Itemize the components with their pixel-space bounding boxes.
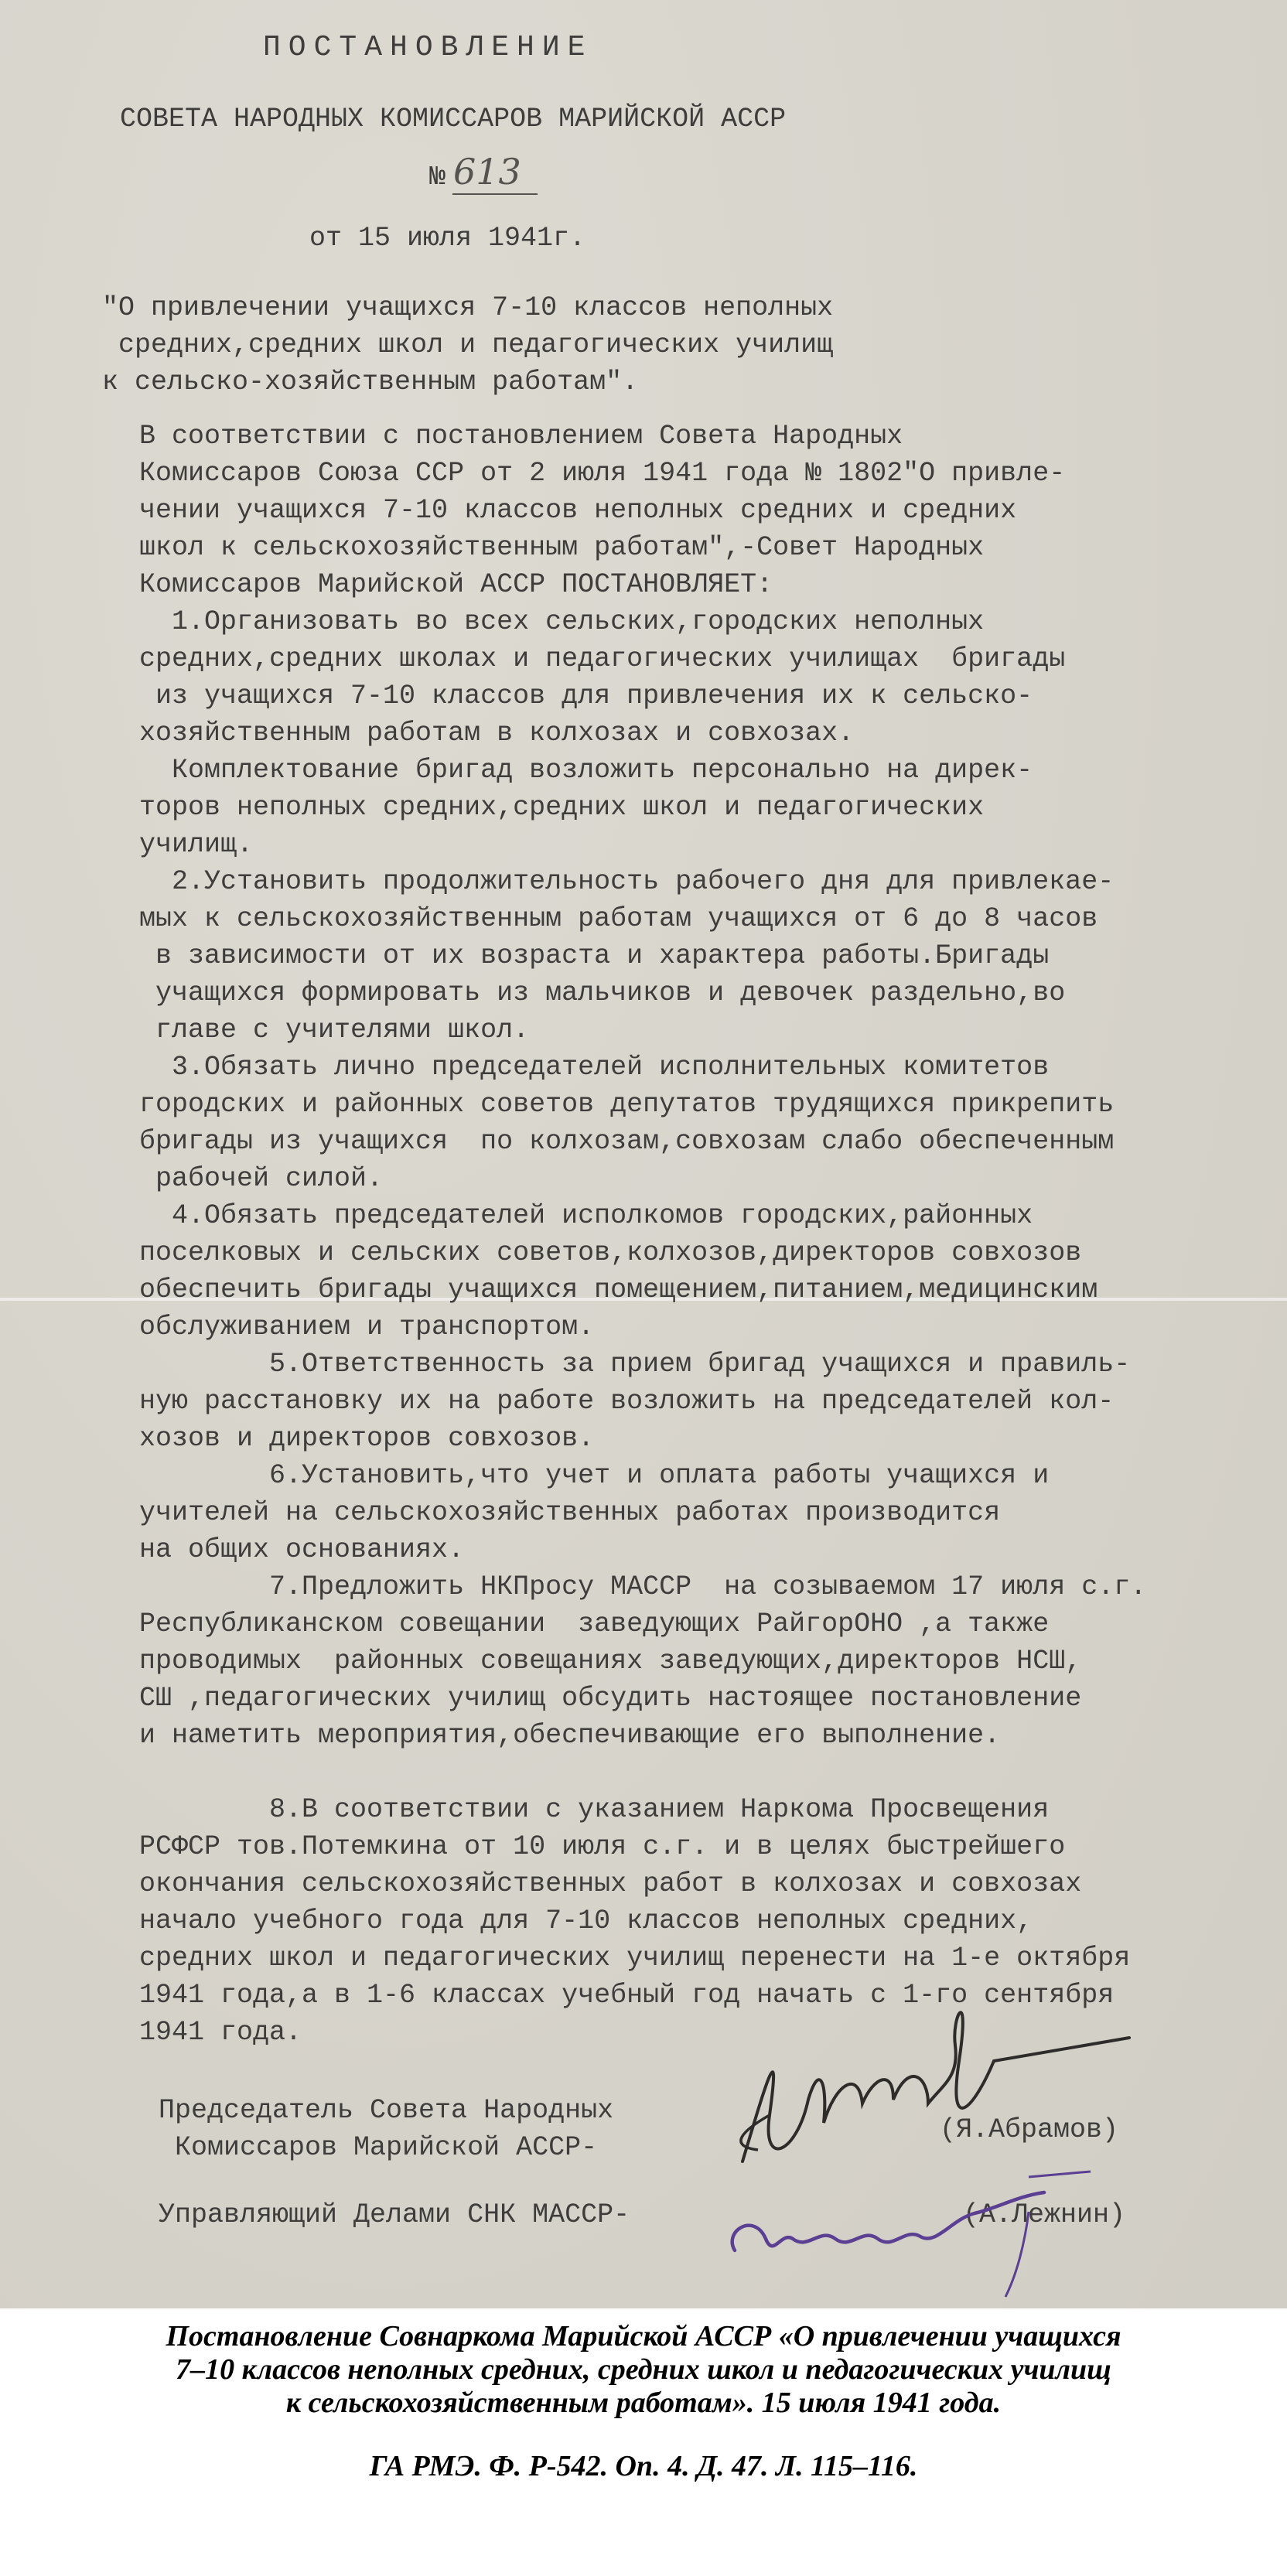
chairman-signature-label: Председатель Совета Народных Комиссаров Марийской АССР-: [159, 2095, 614, 2163]
chairman-name: (Я.Абрамов): [940, 2114, 1119, 2145]
document-number: [429, 153, 521, 196]
manager-signature: [719, 2165, 1121, 2305]
number-prefix: №: [429, 162, 446, 193]
document-title: ПОСТАНОВЛЕНИЕ: [263, 31, 593, 64]
document-body: В соответствии с постановлением Совета Народных Комиссаров Союза ССР от 2 июля 1941 года № 1802"О привле- чении учащихся 7-10 классов неполных средних и средних школ к сельскохозяйственным работам",-Совет Народных Комиссаров Марийской АССР ПОСТАНОВЛЯЕТ: 1.Организовать во всех сельских,городских неполных средних,средних школах и педагогических училищах бригады из учащихся 7-10 классов для привлечения их к сельско- хозяйственным работам в колхозах и совхозах. Комплектование бригад возложить персонально на дирек- торов неполных средних,средних школ и педагогических училищ. 2.Установить продолжительность рабочего дня для привлекае- мых к сельскохозяйственным работам учащихся от 6 до 8 часов в зависимости от их возраста и характера работы.Бригады учащихся формировать из мальчиков и девочек раздельно,во главе с учителями школ. 3.Обязать лично председателей исполнительных комитетов городских и районных советов депутатов трудящихся прикрепить бригады из учащихся по колхозам,совхозам слабо обеспеченным рабочей силой. 4.Обязать председателей исполкомов городских,районных поселковых и сельских советов,колхозов,директоров совхозов обеспечить бригады учащихся помещением,питанием,медицинским обслуживанием и транспортом. 5.Ответственность за прием бригад учащихся и правиль- ную расстановку их на работе возложить на председателей кол- хозов и директоров совхозов. 6.Установить,что учет и оплата работы учащихся и учителей на сельскохозяйственных работах производится на общих основаниях. 7.Предложить НКПросу МАССР на созываемом 17 июля с.г. Республиканском совещании заведующих РайгорОНО ,а также проводимых районных совещаниях заведующих,директоров НСШ, СШ ,педагогических училищ обсудить настоящее постановление и наметить мероприятия,обеспечивающие его выполнение. 8.В соответствии с указанием Наркома Просвещения РСФСР тов.Потемкина от 10 июля с.г. и в целях быстрейшего окончания сельскохозяйственных работ в колхозах и совхозах начало учебного года для 7-10 классов неполных средних, средних школ и педагогических училищ перенести на 1-е октября 1941 года,а в 1-6 классах учебный год начать с 1-го сентября 1941 года.: [139, 421, 1147, 2048]
document-date: от 15 июля 1941г.: [309, 223, 586, 254]
archive-reference: ГА РМЭ. Ф. Р-542. Оп. 4. Д. 47. Л. 115–116.: [369, 2450, 918, 2482]
handwritten-number: 613: [453, 151, 521, 193]
number-underline: [452, 193, 538, 195]
figure-caption: Постановление Совнаркома Марийской АССР «О привлечении учащихся 7–10 классов неполных средних, средних школ и педагогических училищ к сельскохозяйственным работам». 15 июля 1941 года.: [166, 2320, 1121, 2419]
issuing-body: СОВЕТА НАРОДНЫХ КОМИССАРОВ МАРИЙСКОЙ АССР: [120, 104, 787, 135]
document-subject: "О привлечении учащихся 7-10 классов неполных средних,средних школ и педагогических училищ к сельско-хозяйственным работам".: [102, 292, 834, 397]
manager-name: (А.Лежнин): [963, 2199, 1126, 2230]
manager-signature-label: Управляющий Делами СНК МАССР-: [159, 2199, 630, 2230]
